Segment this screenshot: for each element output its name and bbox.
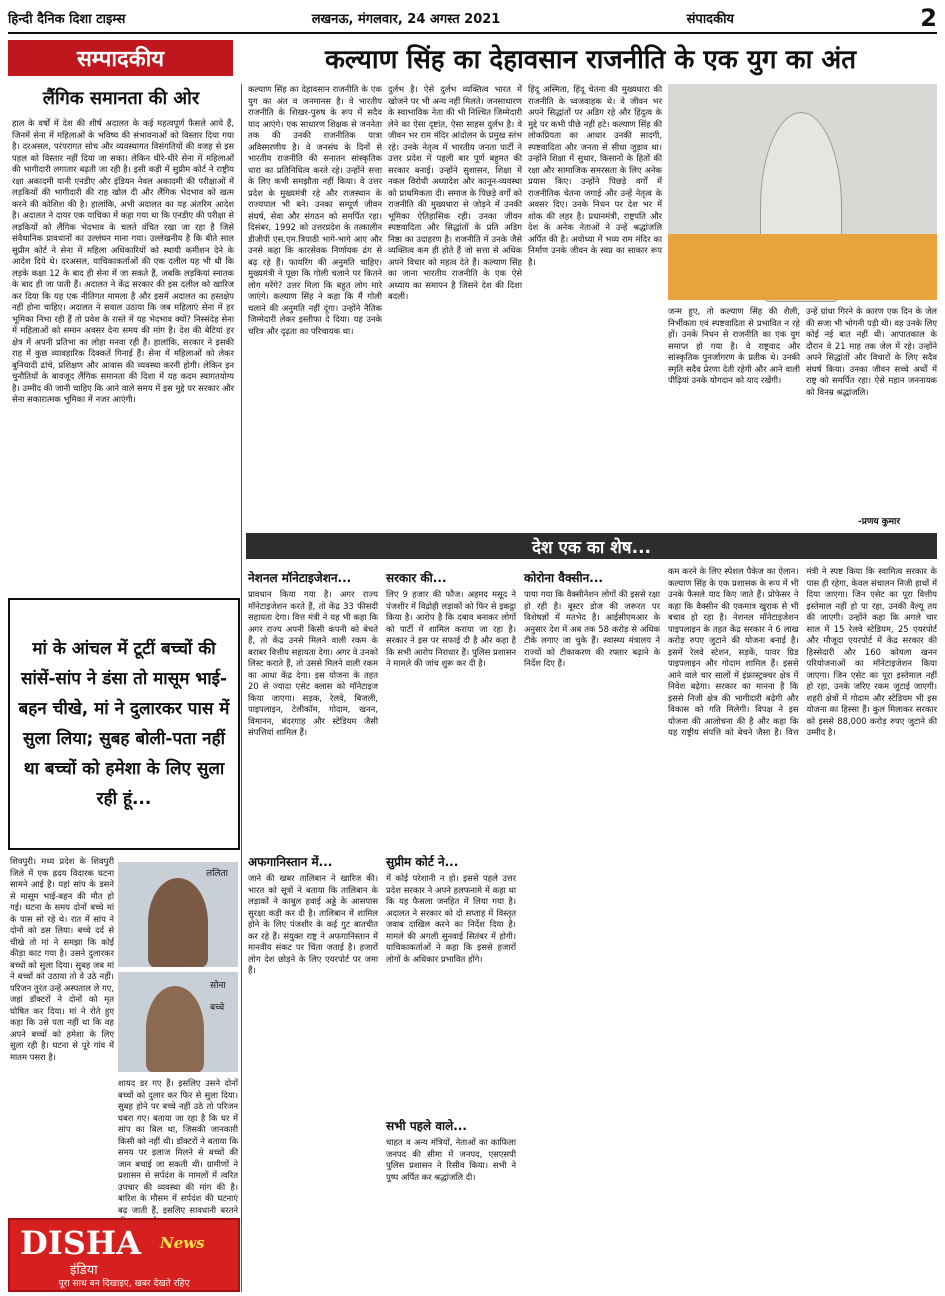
box-story-col2 <box>118 1078 238 1215</box>
box-story-text-1: शिवपुरी। मध्य प्रदेश के शिवपुरी जिले में एक ह्रदय विदारक घटना सामने आई है। यहां सांप के डसने से मासूम भाई-बहन की मौत हो गई। घटना के समय दोनों बच्चे मां के पास सो रहे थे। रात में सांप ने दोनों को डस लिया। बच्चे दर्द से चीखे तो मां ने समझा कि कोई कीड़ा काट गया है। उसने दुलारकर बच्चों को सुला दिया। सुबह जब मां ने बच्चों को उठाया तो वे उठे नहीं। परिजन तुरंत उन्हें अस्पताल ले गए, जहां डॉक्टरों ने दोनों को मृत घोषित कर दिया। मां ने रोते हुए कहा कि उसे पता नहीं था कि वह अपने बच्चों को हमेशा के लिए सुला रही है। घटना से पूरे गांव में मातम पसरा है। <box>10 856 114 1062</box>
photo-figure-2 <box>146 986 204 1072</box>
cont-body-afghanistan: जाने की खबर तालिबान ने खारिज की। भारत को सूत्रों ने बताया कि तालिबान के लड़ाकों ने काबुल हवाई अड्डे के आसपास सुरक्षा कड़ी कर दी है। तालिबान में शामिल होने के लिए पंजशीर के कई गुट बातचीत कर रहे हैं। संयुक्त राष्ट्र ने अफगानिस्तान में मानवीय संकट पर चिंता जताई है। हजारों लोग देश छोड़ने के लिए एयरपोर्ट पर जमा हैं। <box>248 873 378 975</box>
lead-photo <box>668 84 937 300</box>
cont-heading-afghanistan: अफगानिस्तान में... <box>248 855 333 869</box>
cont-heading-monetization: नेशनल मॉनेटाइजेशन... <box>248 571 352 585</box>
cont-body-sarkar: लिए 9 हजार की फौज। अहमद मसूद ने पंजशीर में विद्रोही लड़ाकों को फिर से इकट्ठा किया है। आरोप है कि दबाव बनाकर लोगों को पार्टी में शामिल कराया जा रहा है। सरकार ने इस पर सफाई दी है और कहा है कि सभी आरोप निराधार हैं। पुलिस प्रशासन ने मामले की जांच शुरू कर दी है। <box>386 589 517 668</box>
logo-brand: DISHA <box>20 1224 141 1262</box>
caption-lalita: ललिता <box>206 869 228 879</box>
lead-text-1: कल्याण सिंह का देहावसान राजनीति के एक युग का अंत व जनमानस है। वे भारतीय राजनीति के शिखर-पुरुष के रूप में सदैव याद आएंगे। एक साधारण शिक्षक से जननेता तक की उनकी राजनीतिक यात्रा अविस्मरणीय है। वे जनसंघ के दिनों से भारतीय राजनीति की सनातन सांस्कृतिक धारा का प्रतिनिधित्व करते रहे। उन्होंने सत्ता के लिए कभी समझौता नहीं किया। वे उत्तर प्रदेश के मुख्यमंत्री रहे और राजस्थान के राज्यपाल भी बने। उनका सम्पूर्ण जीवन संघर्ष, सेवा और संगठन को समर्पित रहा। दिसंबर, 1992 को उत्तरप्रदेश के तत्कालीन डीजीपी एस.एम.त्रिपाठी भागे-भागे आए और उनसे कहा कि कारसेवक निर्णायक ढंग से बढ़ रहे हैं। फायरिंग की अनुमति चाहिए। मुख्यमंत्री ने पूछा कि गोली चलाने पर कितने लोग मरेंगे? उत्तर मिला कि बहुत लोग मारे जाएंगे। कल्याण सिंह ने कहा कि मैं गोली चलाने की अनुमति नहीं दूंगा। उन्होंने नैतिक जिम्मेदारी लेकर इस्तीफा दे दिया। यह उनके चरित्र और दृढ़ता का परिचायक था। <box>248 84 382 336</box>
lead-headline: कल्याण सिंह का देहावसान राजनीति के एक युग का अंत <box>324 45 857 75</box>
editorial-title: लैंगिक समानता की ओर <box>42 88 200 109</box>
caption-sona: सोना <box>210 981 226 991</box>
cont-col-2b <box>386 850 516 1110</box>
caption-children: बच्चे <box>210 1003 225 1013</box>
cont-heading-sarkar: सरकार की... <box>386 571 447 585</box>
cont-col-3 <box>524 566 660 1290</box>
lead-col-2 <box>388 84 522 526</box>
cont-col-2c <box>386 1114 516 1290</box>
box-story-headline: मां के आंचल में टूटीं बच्चों की सांसें-सांप ने डंसा तो मासूम भाई-बहन चीखे, मां ने दुलारकर पास में सुला लिया; सुबह बोली-पता नहीं था बच्चों को हमेशा के लिए सुला रही हूं... <box>8 598 240 850</box>
logo-news: News <box>160 1234 205 1252</box>
cont-body-monetization: प्रावधान किया गया है। अगर राज्य मॉनेटाइजेशन करते हैं, तो केंद्र 33 फीसदी सहायता देगा। वित्त मंत्री ने यह भी कहा कि अगर राज्य अपनी किसी कंपनी को बेचते हैं, तो केंद्र उनसे मिलने वाली रकम के बराबर वित्तीय सहायता देगा। अगर वे उनको लिस्ट कराते हैं, तो उससे मिलने वाली रकम का आधा केंद्र देगा। इस योजना के तहत 20 से ज्यादा एसेट क्लास को मॉनेटाइज किया जाएगा। सड़क, रेलवे, बिजली, पाइपलाइन, टेलीकॉम, गोदाम, खनन, विमानन, बंदरगाह और स्टेडियम जैसी संपत्तियां शामिल हैं। <box>248 589 378 737</box>
masthead <box>8 4 937 34</box>
section-title: सम्पादकीय <box>8 40 233 76</box>
cont-col-2 <box>386 566 516 846</box>
cont-body-supreme-court: में कोई परेशानी न हो। इससे पहले उत्तर प्रदेश सरकार ने अपने हलफनामे में कहा था कि यह फैसला जनहित में लिया गया है। अदालत ने सरकार को दो सप्ताह में विस्तृत जवाब दाखिल करने का निर्देश दिया है। मामले की अगली सुनवाई सितंबर में होगी। याचिकाकर्ताओं ने कहा कि इससे हजारों लोगों के अधिकार प्रभावित होंगे। <box>386 873 516 964</box>
photo-garlands <box>668 234 937 300</box>
lead-text-4: जन्म हुए, तो कल्याण सिंह की शैली, निर्भीकता एवं स्पष्टवादिता से प्रभावित न रहे हों। उनके निधन से राजनीति का एक युग समाप्त हो गया है। वे राष्ट्रवाद और सांस्कृतिक पुनर्जागरण के प्रतीक थे। उनकी स्मृति सदैव प्रेरणा देती रहेगी और आने वाली पीढ़ियां उनके योगदान को याद रखेंगी। <box>668 306 800 385</box>
cont-heading-sabhi: सभी पहले वाले... <box>386 1119 467 1133</box>
disha-news-logo <box>8 1218 240 1292</box>
cont-col-1b <box>248 850 378 1290</box>
column-divider <box>241 84 242 1292</box>
lead-text-3: हिंदू अस्मिता, हिंदू चेतना की मुख्यधारा की राजनीति के ध्वजवाहक थे। वे जीवन भर अपने सिद्धांतों पर अडिग रहे और हिंदुत्व के मुद्दे पर कभी पीछे नहीं हटे। कल्याण सिंह की लोकप्रियता का आधार उनकी सादगी, स्पष्टवादिता और जनता से सीधा जुड़ाव था। उन्होंने शिक्षा में सुधार, किसानों के हितों की रक्षा और सामाजिक समरसता के लिए अनेक प्रयास किए। उन्होंने पिछड़े वर्गों में राजनीतिक चेतना जगाई और उन्हें नेतृत्व के अवसर दिए। उनके निधन पर देश भर में शोक की लहर है। प्रधानमंत्री, राष्ट्रपति और देश के अनेक नेताओं ने उन्हें श्रद्धांजलि अर्पित की है। अयोध्या में भव्य राम मंदिर का निर्माण उनके जीवन के स्वप्न का साकार रूप है। <box>528 84 662 267</box>
logo-india: इंडिया <box>70 1263 98 1278</box>
cont-col-1 <box>248 566 378 846</box>
cont-body-sabhi: चाहत व अन्य मंत्रियों, नेताओं का काफिला जनपद की सीमा में जनपद, एसएसपी पुलिस प्रशासन ने रिसीव किया। सभी ने पुष्प अर्पित कर श्रद्धांजलि दी। <box>386 1137 516 1182</box>
lead-text-2: दुर्लभ है। ऐसे दुर्लभ व्यक्तित्व भारत में खोजने पर भी अन्य नहीं मिलते। जनसाधारण के स्वाभाविक नेता की भी निश्चित जिम्मेदारी लेने का ऐसा दृष्टांत, ऐसा साहस दुर्लभ है। वे जीवन भर राम मंदिर आंदोलन के प्रमुख स्तंभ रहे। उनके नेतृत्व में भारतीय जनता पार्टी ने उत्तर प्रदेश में पहली बार पूर्ण बहुमत की सरकार बनाई। उन्होंने सुशासन, शिक्षा में नकल विरोधी अध्यादेश और कानून-व्यवस्था को प्राथमिकता दी। समाज के पिछड़े वर्गों को राजनीति की मुख्यधारा से जोड़ने में उनकी भूमिका ऐतिहासिक रही। उनका जीवन स्पष्टवादिता और सिद्धांतों के प्रति अडिग निष्ठा का उदाहरण है। राजनीति में उनके जैसे व्यक्तित्व कम ही होते हैं जो सत्ता से अधिक अपने विचार को महत्व देते हैं। कल्याण सिंह का जाना भारतीय राजनीति के एक ऐसे अध्याय का समापन है जिसने देश की दिशा बदली। <box>388 84 522 301</box>
cont-heading-supreme-court: सुप्रीम कोर्ट ने... <box>386 855 459 869</box>
logo-tagline: पूरा साथ बन दिखाइए, खबर देखते रहिए <box>58 1279 190 1289</box>
lead-col-1 <box>248 84 382 526</box>
photo-figure-1 <box>148 878 208 967</box>
lead-col-4 <box>668 306 800 528</box>
cont-col-right <box>668 566 937 1290</box>
page-number: 2 <box>920 4 937 32</box>
box-story-col1 <box>10 856 114 1211</box>
continued-strip: देश एक का शेष... <box>246 533 937 559</box>
lead-byline: -प्रणय कुमार <box>858 517 901 527</box>
editorial-body <box>12 118 234 592</box>
paper-name: हिन्दी दैनिक दिशा टाइम्स <box>8 12 126 27</box>
section-label: संपादकीय <box>686 12 734 27</box>
dateline: लखनऊ, मंगलवार, 24 अगस्त 2021 <box>311 12 501 27</box>
lead-col-5 <box>806 306 937 512</box>
cont-body-right: कम करने के लिए स्पेशल पैकेज का ऐलान। कल्याण सिंह के एक प्रशासक के रूप में भी उनके फैसले याद किए जाते हैं। प्रोफेसर ने कहा कि वैक्सीन की एकमात्र खुराक से भी बचाव हो रहा है। नेशनल मॉनेटाइजेशन पाइपलाइन के तहत केंद्र सरकार ने 6 लाख करोड़ रुपए जुटाने की योजना बनाई है। इसमें रेलवे स्टेशन, सड़कें, पावर ग्रिड पाइपलाइन और गोदाम शामिल हैं। इससे आने वाले चार सालों में इंफ्रास्ट्रक्चर क्षेत्र में निवेश बढ़ेगा। सरकार का मानना है कि इससे निजी क्षेत्र की भागीदारी बढ़ेगी और विकास को गति मिलेगी। विपक्ष ने इस योजना की आलोचना की है और कहा कि यह राष्ट्रीय संपत्ति को बेचने जैसा है। वित्त मंत्री ने स्पष्ट किया कि स्वामित्व सरकार के पास ही रहेगा, केवल संचालन निजी हाथों में दिया जाएगा। जिन एसेट का पूरा वित्तीय इस्तेमाल नहीं हो पा रहा, उनकी वैल्यू तय की जाएगी। उन्होंने कहा कि अगले चार साल में 15 रेलवे स्टेडियम, 25 एयरपोर्ट और मौजूदा एयरपोर्ट में केंद्र सरकार की हिस्सेदारी और 160 कोयला खनन परियोजनाओं का मॉनेटाइजेशन किया जाएगा। जिन एसेट का पूरा इस्तेमाल नहीं हो रहा, उनके जरिए रकम जुटाई जाएगी। शहरी क्षेत्रों में गोदाम और स्टेडियम भी इस योजना का हिस्सा हैं। कुल मिलाकर सरकार को इससे 88,000 करोड़ रुपए जुटाने की उम्मीद है। <box>668 566 937 737</box>
lead-text-5: उन्हें ग्रांधा गिरने के कारण एक दिन के जेल की सजा भी भोगनी पड़ी थी। वह उनके लिए कोई नई बात नहीं थी। आपातकाल के दौरान वे 21 माह तक जेल में रहे। उन्होंने अपने सिद्धांतों और विचारों के लिए सदैव संघर्ष किया। उनका जीवन सच्चे अर्थों में राष्ट्र को समर्पित रहा। ऐसे महान जननायक को विनम्र श्रद्धांजलि। <box>806 306 937 397</box>
cont-body-corona: पाया गया कि वैक्सीनेशन लोगों की इससे रक्षा हो रही है। बूस्टर डोज की जरूरत पर विशेषज्ञों में मतभेद है। आईसीएमआर के अनुसार देश में अब तक 58 करोड़ से अधिक टीके लगाए जा चुके हैं। स्वास्थ्य मंत्रालय ने राज्यों को टीकाकरण की रफ्तार बढ़ाने के निर्देश दिए हैं। <box>524 589 660 668</box>
box-story-text-2: शायद डर गए हैं। इसलिए उसने दोनों बच्चों को दुलार कर फिर से सुला दिया। सुबह होने पर बच्चे नहीं उठे तो परिजन घबरा गए। बताया जा रहा है कि घर में सांप का बिल था, जिसकी जानकारी किसी को नहीं थी। डॉक्टरों ने बताया कि समय पर इलाज मिलने से बच्चों की जान बचाई जा सकती थी। ग्रामीणों ने प्रशासन से सर्पदंश के मामलों में त्वरित उपचार की व्यवस्था की मांग की है। बारिश के मौसम में सर्पदंश की घटनाएं बढ़ जाती हैं, इसलिए सावधानी बरतने <box>118 1078 238 1215</box>
lead-col-3 <box>528 84 662 526</box>
cont-heading-corona: कोरोना वैक्सीन... <box>524 571 603 585</box>
editorial-text: हाल के वर्षों में देश की शीर्ष अदालत के कई महत्वपूर्ण फैसले आये हैं, जिनमें सेना में महिलाओं के भविष्य की संभावनाओं को विस्तार दिया गया है। दरअसल, परंपरागत सोच और व्यवस्थागत विसंगतियों की वजह से इस पहल को विस्तार नहीं दिया जा सका। लेकिन धीरे-धीरे सेना में महिलाओं की भागीदारी लगातार बढ़ती जा रही है। इसी कड़ी में सुप्रीम कोर्ट ने राष्ट्रीय रक्षा अकादमी यानी एनडीए और इंडियन नेवल अकादमी की परीक्षाओं में लड़कियों की भागीदारी की राह खोल दी और लैंगिक भेदभाव को खत्म करने की कोशिश की है। हालांकि, अभी अदालत का यह अंतरिम आदेश है। अदालत ने दायर एक याचिका में कहा गया था कि एनडीए की परीक्षा से लड़कियों को लैंगिक भेदभाव के चलते वंचित रखा जा रहा है जिसे संवैधानिक प्रावधानों का उल्लंघन माना गया। उल्लेखनीय है कि बीते साल सुप्रीम कोर्ट ने सेना में महिला अधिकारियों को स्थायी कमीशन देने के आदेश दिये थे। दरअसल, याचिकाकर्ताओं की एक दलील यह भी थी कि लड़के कक्षा 12 के बाद ही सेना में जा सकते हैं, जबकि लड़कियां स्नातक के बाद ही जा पाती हैं। अदालत ने केंद्र सरकार की इस दलील को खारिज कर दिया कि यह एक नीतिगत मामला है और इसमें अदालत का हस्तक्षेप नहीं होना चाहिए। अदालत ने सवाल उठाया कि जब महिलाएं सेना में हर भूमिका निभा रही हैं तो प्रवेश के रास्ते में यह भेदभाव क्यों? निस्संदेह सेना में महिलाओं को समान अवसर देना समय की मांग है। देश की बेटियां हर क्षेत्र में अपनी प्रतिभा का लोहा मनवा रही हैं। हालांकि, सरकार ने इसकी राह में कुछ व्यावहारिक दिक्कतें गिनाई हैं। सेना में महिलाओं को लेकर बुनियादी ढांचे, प्रशिक्षण और आवास की व्यवस्था करनी होगी। लेकिन इन चुनौतियों के बावजूद लैंगिक समानता की दिशा में यह कदम स्वागतयोग्य है। उम्मीद की जानी चाहिए कि आने वाले समय में इस मुद्दे पर सरकार और सेना सकारात्मक भूमिका में नजर आएंगी। <box>12 118 234 404</box>
